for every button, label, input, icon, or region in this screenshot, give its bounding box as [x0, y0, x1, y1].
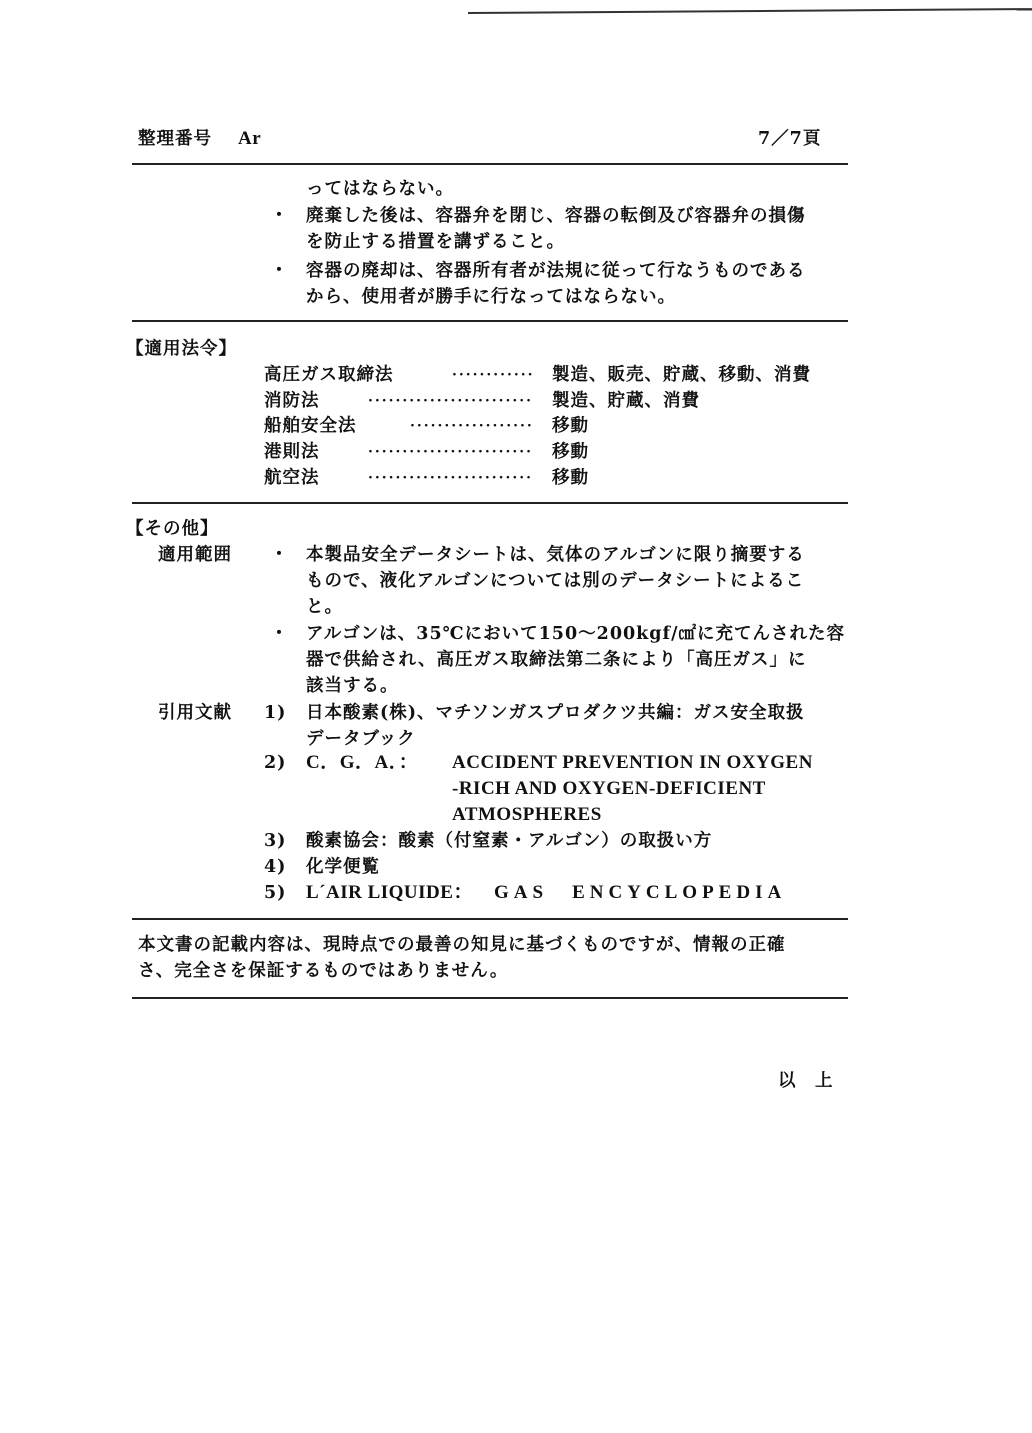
bullet-text: 廃棄した後は、容器弁を閉じ、容器の転倒及び容器弁の損傷	[306, 206, 806, 226]
leader-dots	[368, 439, 532, 465]
doc-number-value: Ar	[238, 128, 262, 149]
law-name: 高圧ガス取締法	[264, 365, 394, 385]
law-name: 港則法	[264, 442, 320, 462]
bullet-mark: ・	[270, 544, 288, 565]
divider	[132, 997, 848, 999]
leader-dots	[368, 465, 532, 491]
leader-dots	[452, 362, 532, 388]
reference-org: L´AIR LIQUIDE：	[306, 882, 473, 903]
continued-line: ってはならない。	[306, 179, 454, 199]
reference-text: データブック	[306, 729, 416, 749]
reference-text: ACCIDENT PREVENTION IN OXYGEN	[452, 752, 813, 773]
scope-text: もので、液化アルゴンについては別のデータシートによるこ	[306, 571, 805, 591]
scope-text: 器で供給され、高圧ガス取締法第二条により「高圧ガス」に	[306, 650, 807, 670]
scope-text: 本製品安全データシートは、気体のアルゴンに限り摘要する	[306, 545, 805, 565]
law-name: 航空法	[264, 468, 320, 488]
reference-number: 3)	[264, 831, 287, 851]
bullet-text: を防止する措置を講ずること。	[306, 232, 565, 252]
leader-dots	[368, 388, 532, 414]
law-scope: 移動	[552, 468, 589, 488]
section-title-other: 【その他】	[126, 519, 219, 539]
page-number: 7／7頁	[758, 129, 822, 149]
law-scope: 移動	[552, 416, 589, 436]
bullet-text: 容器の廃却は、容器所有者が法規に従って行なうものである	[306, 261, 806, 281]
reference-text: 化学便覧	[306, 857, 380, 877]
reference-number: 1)	[264, 703, 287, 723]
reference-text: -RICH AND OXYGEN-DEFICIENT	[452, 778, 766, 799]
bullet-mark: ・	[270, 260, 288, 281]
law-name: 消防法	[264, 391, 320, 411]
end-mark: 以 上	[778, 1071, 834, 1091]
reference-text: ATMOSPHERES	[452, 804, 602, 825]
scope-text: アルゴンは、35℃において150～200kgf/㎠に充てんされた容	[306, 624, 845, 644]
reference-number: 5)	[264, 883, 287, 903]
scan-artifact-line	[468, 2, 1032, 14]
leader-dots	[410, 413, 532, 439]
reference-org: C．G．A．：	[306, 752, 419, 773]
bullet-text: から、使用者が勝手に行なってはならない。	[306, 287, 676, 307]
law-scope: 製造、貯蔵、消費	[552, 391, 700, 411]
reference-number: 4)	[264, 857, 287, 877]
disclaimer-text: 本文書の記載内容は、現時点での最善の知見に基づくものですが、情報の正確	[138, 935, 786, 955]
law-scope: 移動	[552, 442, 589, 462]
scope-text: と。	[306, 597, 343, 617]
divider	[132, 502, 848, 504]
bullet-mark: ・	[270, 623, 288, 644]
bullet-mark: ・	[270, 205, 288, 226]
references-label: 引用文献	[158, 703, 232, 723]
reference-text: 酸素協会：酸素（付窒素・アルゴン）の取扱い方	[306, 831, 713, 851]
reference-text: GAS ENCYCLOPEDIA	[494, 882, 787, 903]
divider	[132, 163, 848, 165]
law-name: 船舶安全法	[264, 416, 357, 436]
doc-number-label: 整理番号	[138, 129, 212, 149]
section-title-laws: 【適用法令】	[126, 339, 237, 359]
disclaimer-text: さ、完全さを保証するものではありません。	[138, 961, 509, 981]
divider	[132, 320, 848, 322]
law-scope: 製造、販売、貯蔵、移動、消費	[552, 365, 811, 385]
divider	[132, 918, 848, 920]
reference-number: 2)	[264, 753, 287, 773]
scope-label: 適用範囲	[158, 545, 232, 565]
scope-text: 該当する。	[306, 676, 399, 696]
reference-text: 日本酸素(株)、マチソンガスプロダクツ共編：ガス安全取扱	[306, 703, 805, 723]
